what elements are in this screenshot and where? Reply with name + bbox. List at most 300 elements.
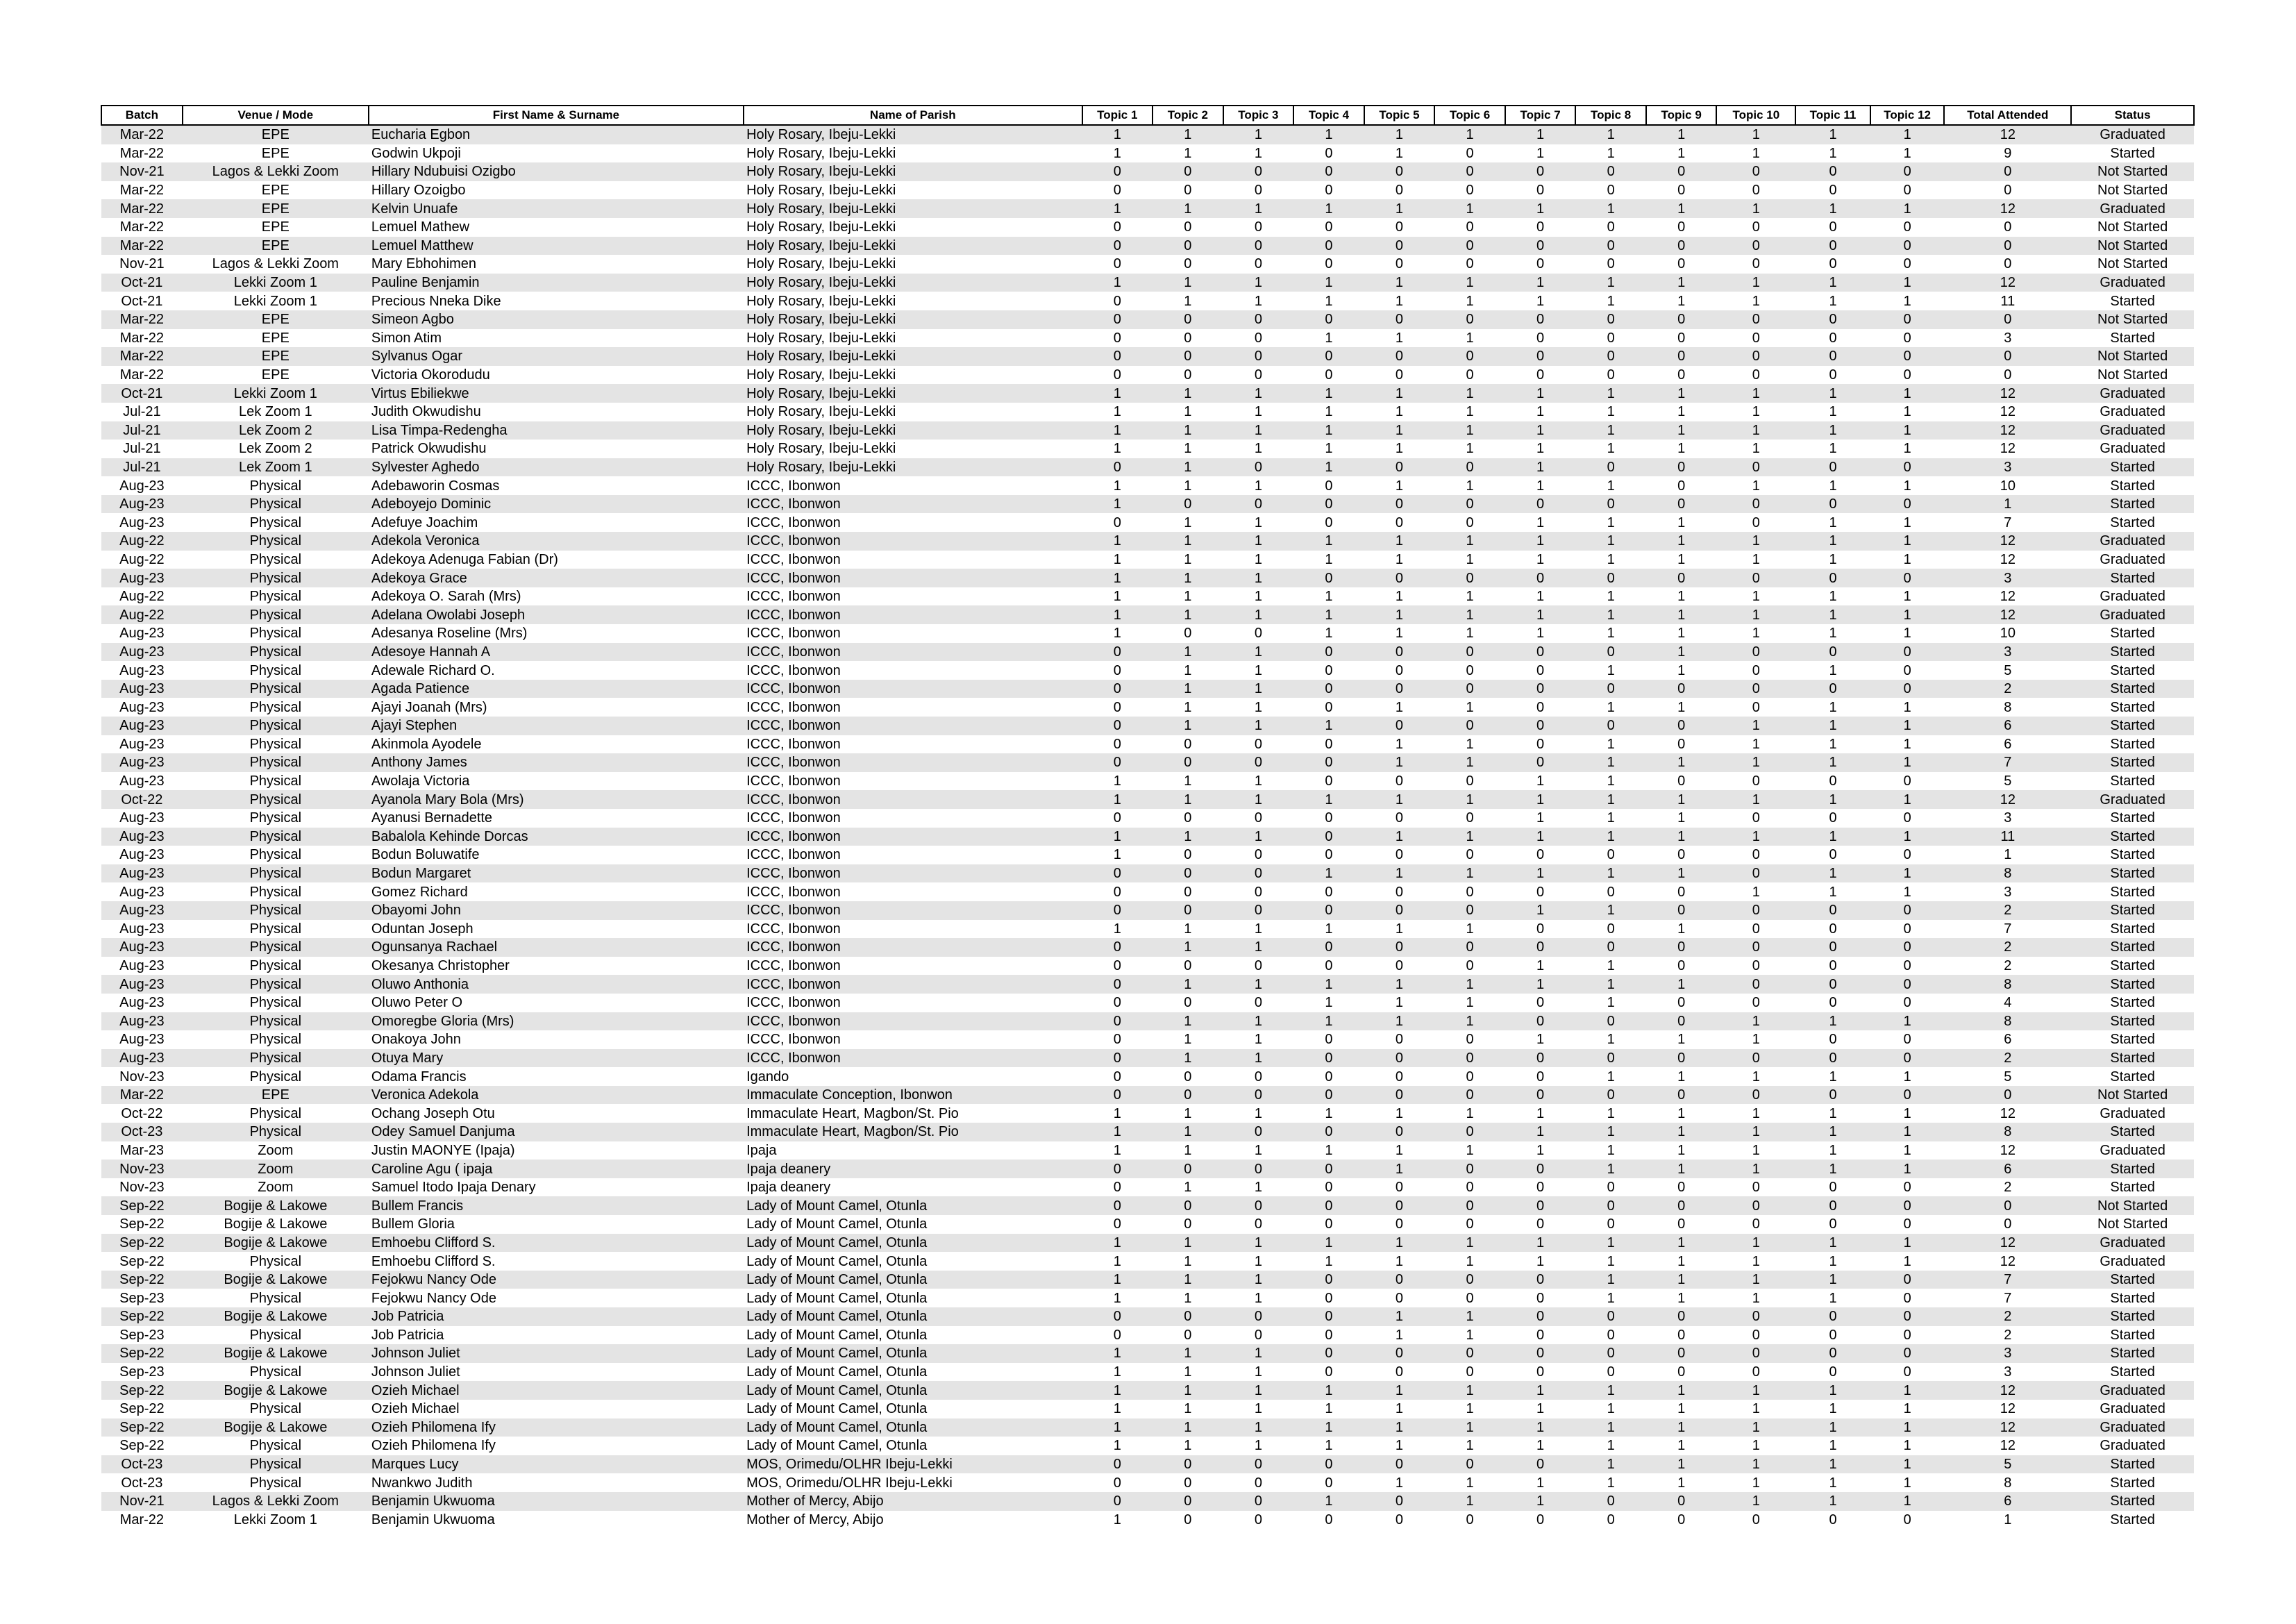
table-row	[101, 144, 2194, 163]
table-cell: 0	[1293, 162, 1364, 181]
table-cell: 0	[1944, 1196, 2071, 1215]
table-cell: Jul-21	[123, 441, 161, 457]
table-cell: 1	[1607, 810, 1615, 826]
table-cell: 0	[1646, 901, 1717, 920]
table-cell: 0	[1293, 1160, 1364, 1178]
table-row	[101, 1400, 2194, 1418]
table-cell: 1	[1223, 605, 1294, 624]
table-cell: 1	[1364, 274, 1435, 292]
table-cell: 0	[1293, 1344, 1364, 1363]
table-cell: 0	[1293, 1123, 1364, 1141]
table-cell: 1	[1395, 995, 1404, 1011]
table-cell: Physical	[249, 1253, 302, 1269]
table-cell: 0	[1293, 1455, 1364, 1474]
table-cell: 1	[1870, 274, 1945, 292]
table-cell: Started	[2071, 975, 2194, 994]
table-cell: 1	[1153, 828, 1223, 846]
table-cell: 0	[1184, 219, 1192, 235]
table-cell: 1	[1677, 1253, 1686, 1269]
table-cell: 1	[1752, 1069, 1760, 1085]
table-cell: 0	[1646, 569, 1717, 587]
table-cell: 0	[1716, 1307, 1795, 1326]
table-cell: Nov-23	[119, 1180, 165, 1196]
table-cell: Started	[2110, 847, 2155, 863]
table-cell: 0	[1153, 347, 1223, 366]
table-cell: EPE	[261, 183, 290, 199]
table-cell: 0	[1293, 643, 1364, 662]
table-cell: 0	[1870, 1049, 1945, 1068]
table-cell: Lisa Timpa-Redengha	[369, 421, 744, 440]
table-cell: 0	[1677, 847, 1686, 863]
table-cell: 0	[1153, 1196, 1223, 1215]
table-cell: 0	[1752, 1180, 1760, 1196]
table-cell: 1	[1536, 773, 1545, 789]
table-cell: ICCC, Ibonwon	[746, 773, 841, 789]
table-cell: 0	[1677, 1180, 1686, 1196]
table-cell: 1	[1677, 1401, 1686, 1417]
table-cell: 0	[1575, 310, 1646, 329]
table-cell: 0	[1082, 162, 1153, 181]
table-cell: Judith Okwudishu	[371, 404, 481, 420]
table-cell: 1	[1646, 643, 1717, 662]
table-row	[101, 569, 2194, 587]
table-cell: 1	[1575, 975, 1646, 994]
table-cell: Victoria Okorodudu	[371, 367, 490, 383]
table-cell: 1	[1364, 790, 1435, 809]
table-cell: Physical	[249, 662, 302, 678]
table-cell: 1	[1716, 605, 1795, 624]
table-cell: 0	[1293, 1049, 1364, 1068]
table-cell: Aug-23	[119, 1032, 165, 1048]
table-cell: 0	[1795, 569, 1870, 587]
table-cell: 1	[1677, 626, 1686, 642]
table-cell: 0	[1184, 330, 1192, 346]
table-cell: 1	[1870, 199, 1945, 218]
table-cell: 0	[1505, 1160, 1576, 1178]
table-cell: 1	[1646, 1418, 1717, 1437]
table-cell: 0	[1870, 310, 1945, 329]
table-cell: 0	[1752, 367, 1760, 383]
table-cell: 0	[1505, 162, 1576, 181]
table-cell: 0	[1082, 680, 1153, 698]
table-cell: 1	[1223, 790, 1294, 809]
table-cell: 1	[1870, 532, 1945, 551]
table-cell: Okesanya Christopher	[371, 958, 510, 974]
table-cell: ICCC, Ibonwon	[746, 699, 841, 715]
table-cell: Nov-23	[119, 1069, 165, 1085]
table-cell: 1	[1607, 1290, 1615, 1306]
table-cell: Aug-23	[101, 864, 183, 883]
table-cell: 6	[2004, 736, 2012, 752]
table-cell: 11	[2000, 293, 2016, 309]
table-cell: Holy Rosary, Ibeju-Lekki	[746, 183, 896, 199]
table-cell: Started	[2071, 1307, 2194, 1326]
table-cell: 0	[1829, 1216, 1837, 1232]
table-row	[101, 1141, 2194, 1160]
table-cell: 0	[1536, 219, 1545, 235]
table-cell: 1	[1870, 790, 1945, 809]
table-row	[101, 1049, 2194, 1068]
table-cell: 1	[1082, 1271, 1153, 1289]
table-cell: Aug-23	[119, 626, 165, 642]
table-cell: 1	[1677, 293, 1686, 309]
table-cell: 0	[1903, 1512, 1911, 1527]
table-row	[101, 181, 2194, 200]
table-cell: MOS, Orimedu/OLHR Ibeju-Lekki	[746, 1475, 953, 1491]
table-cell: 1	[1752, 404, 1760, 420]
table-cell: Holy Rosary, Ibeju-Lekki	[746, 145, 896, 161]
table-cell: 0	[1903, 773, 1911, 789]
table-cell: 1	[1795, 717, 1870, 735]
table-cell: 0	[1364, 458, 1435, 477]
table-cell: 0	[1829, 219, 1837, 235]
table-cell: 0	[1795, 901, 1870, 920]
table-cell: 1	[1870, 421, 1945, 440]
table-cell: Bogije & Lakowe	[224, 1216, 328, 1232]
table-cell: 0	[1364, 1049, 1435, 1068]
table-cell: 1	[1870, 1418, 1945, 1437]
table-cell: 1	[1505, 199, 1576, 218]
table-cell: 0	[1325, 478, 1333, 494]
table-cell: Oluwo Peter O	[371, 995, 463, 1011]
table-cell: 0	[1829, 847, 1837, 863]
table-cell: 0	[1082, 938, 1153, 957]
table-cell: 1	[1082, 790, 1153, 809]
table-cell: Ozieh Michael	[371, 1401, 460, 1417]
column-header: Topic 12	[1870, 106, 1945, 125]
table-cell: 0	[1184, 367, 1192, 383]
table-cell: Agada Patience	[369, 680, 744, 698]
table-cell: 1	[1113, 441, 1121, 457]
table-cell: Physical	[249, 1290, 302, 1306]
table-cell: 1	[1607, 404, 1615, 420]
table-cell: 0	[1505, 1271, 1576, 1289]
table-cell: 1	[1254, 293, 1262, 309]
table-cell: Sep-22	[119, 1253, 165, 1269]
table-cell: 1	[1716, 828, 1795, 846]
table-cell: Odey Samuel Danjuma	[369, 1123, 744, 1141]
table-cell: 0	[1434, 310, 1505, 329]
table-cell: Lagos & Lekki Zoom	[183, 162, 369, 181]
table-cell: 0	[1536, 256, 1545, 272]
table-cell: 1	[1607, 589, 1615, 605]
table-row	[101, 605, 2194, 624]
table-cell: 0	[1466, 1512, 1474, 1527]
table-cell: 1	[1716, 384, 1795, 403]
table-cell: Oct-22	[101, 790, 183, 809]
table-cell: 0	[1575, 717, 1646, 735]
table-cell: 0	[1395, 773, 1404, 789]
table-cell: 0	[1184, 995, 1192, 1011]
table-cell: 1	[1466, 1253, 1474, 1269]
table-row	[101, 975, 2194, 994]
table-cell: 0	[1575, 1012, 1646, 1031]
table-cell: Not Started	[2071, 347, 2194, 366]
table-cell: 0	[1395, 1032, 1404, 1048]
table-cell: 8	[1944, 1012, 2071, 1031]
table-cell: 0	[1082, 1086, 1153, 1105]
table-cell: 1	[1293, 199, 1364, 218]
table-cell: 0	[1677, 1512, 1686, 1527]
table-cell: Sep-22	[101, 1344, 183, 1363]
table-cell: 12	[1944, 1418, 2071, 1437]
table-cell: 0	[1716, 975, 1795, 994]
table-cell: 1	[1082, 532, 1153, 551]
table-cell: 0	[1223, 310, 1294, 329]
table-cell: 0	[1536, 699, 1545, 715]
table-cell: Aug-23	[101, 495, 183, 514]
table-cell: Graduated	[2100, 1142, 2165, 1158]
table-cell: 1	[1364, 864, 1435, 883]
table-cell: 1	[1364, 1234, 1435, 1253]
table-cell: Physical	[183, 1455, 369, 1474]
table-cell: 1	[1293, 1418, 1364, 1437]
table-cell: 1	[1113, 478, 1121, 494]
table-cell: 1	[1677, 662, 1686, 678]
table-cell: 1	[1646, 421, 1717, 440]
column-header: Topic 6	[1434, 106, 1505, 125]
table-cell: Mar-22	[101, 347, 183, 366]
table-cell: Started	[2071, 753, 2194, 772]
table-cell: 1	[1575, 1160, 1646, 1178]
table-cell: 0	[1677, 219, 1686, 235]
table-cell: 1	[1293, 458, 1364, 477]
table-row	[101, 828, 2194, 846]
table-cell: Emhoebu Clifford S.	[369, 1234, 744, 1253]
table-cell: 1	[1903, 551, 1911, 567]
table-row	[101, 237, 2194, 256]
table-cell: 1	[1870, 1123, 1945, 1141]
table-cell: 0	[1716, 569, 1795, 587]
column-header: Topic 4	[1293, 106, 1364, 125]
table-cell: 1	[1646, 1381, 1717, 1400]
table-cell: 0	[1646, 1344, 1717, 1363]
table-cell: 1	[1325, 921, 1333, 937]
table-cell: 1	[1434, 1307, 1505, 1326]
table-cell: Holy Rosary, Ibeju-Lekki	[744, 421, 1082, 440]
table-cell: 0	[2004, 1216, 2012, 1232]
table-cell: 0	[1434, 717, 1505, 735]
table-cell: 0	[1646, 1492, 1717, 1511]
table-cell: 1	[1223, 938, 1294, 957]
table-cell: 0	[1829, 183, 1837, 199]
table-cell: Bogije & Lakowe	[183, 1271, 369, 1289]
table-cell: Started	[2110, 773, 2155, 789]
table-cell: 0	[1395, 884, 1404, 900]
table-cell: 0	[1293, 347, 1364, 366]
table-cell: Adewale Richard O.	[371, 662, 495, 678]
table-cell: 1	[1829, 1069, 1837, 1085]
table-cell: 0	[1716, 458, 1795, 477]
table-cell: 0	[1944, 162, 2071, 181]
table-cell: 12	[1944, 384, 2071, 403]
table-cell: 12	[2000, 1142, 2016, 1158]
table-cell: 1	[1607, 1105, 1615, 1121]
table-cell: ICCC, Ibonwon	[744, 938, 1082, 957]
table-cell: 1	[1395, 551, 1404, 567]
table-cell: 0	[1575, 347, 1646, 366]
table-cell: 1	[1536, 1475, 1545, 1491]
table-cell: 1	[1223, 1381, 1294, 1400]
table-cell: 1	[1254, 1142, 1262, 1158]
table-cell: Graduated	[2071, 1418, 2194, 1437]
table-cell: Nwankwo Judith	[371, 1475, 473, 1491]
table-cell: Simeon Agbo	[369, 310, 744, 329]
table-cell: 0	[1113, 514, 1121, 530]
table-cell: 1	[1716, 125, 1795, 144]
table-cell: 1	[1716, 1492, 1795, 1511]
table-cell: 1	[1505, 605, 1576, 624]
table-cell: 0	[1536, 921, 1545, 937]
table-cell: 1	[1505, 864, 1576, 883]
table-cell: 1	[1254, 589, 1262, 605]
table-cell: Otuya Mary	[369, 1049, 744, 1068]
table-header	[101, 106, 2194, 125]
table-cell: 0	[1677, 256, 1686, 272]
table-cell: Aug-23	[101, 643, 183, 662]
table-cell: 0	[1434, 1344, 1505, 1363]
table-cell: 0	[1944, 347, 2071, 366]
table-cell: 0	[1153, 237, 1223, 256]
table-cell: 12	[1944, 274, 2071, 292]
table-cell: ICCC, Ibonwon	[746, 736, 841, 752]
table-cell: 1	[1795, 790, 1870, 809]
table-cell: 0	[1395, 810, 1404, 826]
table-cell: 1	[1752, 1032, 1760, 1048]
table-cell: 0	[1223, 458, 1294, 477]
table-cell: Lady of Mount Camel, Otunla	[746, 1253, 928, 1269]
table-cell: 3	[2004, 1364, 2012, 1380]
table-cell: 12	[1944, 199, 2071, 218]
table-cell: Holy Rosary, Ibeju-Lekki	[744, 199, 1082, 218]
table-cell: 1	[1646, 605, 1717, 624]
table-cell: 1	[1536, 1438, 1545, 1454]
table-cell: 0	[1752, 810, 1760, 826]
table-cell: 1	[1153, 384, 1223, 403]
table-cell: 0	[1607, 1364, 1615, 1380]
table-cell: 9	[2004, 145, 2012, 161]
table-cell: 1	[1395, 1253, 1404, 1269]
table-cell: 0	[1325, 1069, 1333, 1085]
table-cell: 1	[1153, 569, 1223, 587]
table-cell: 1	[1153, 717, 1223, 735]
table-cell: 1	[1536, 551, 1545, 567]
table-cell: 0	[1677, 958, 1686, 974]
table-cell: 0	[1716, 310, 1795, 329]
table-cell: 0	[1903, 810, 1911, 826]
table-cell: 1	[1752, 1142, 1760, 1158]
table-cell: 1	[1395, 1475, 1404, 1491]
table-cell: 1	[1829, 699, 1837, 715]
table-cell: 1	[1395, 1438, 1404, 1454]
table-row	[101, 1234, 2194, 1253]
table-cell: Physical	[249, 478, 302, 494]
table-cell: Zoom	[258, 1180, 294, 1196]
table-cell: 0	[1870, 495, 1945, 514]
table-cell: 0	[1113, 183, 1121, 199]
table-cell: 1	[1434, 1418, 1505, 1437]
table-cell: 1	[1395, 1327, 1404, 1343]
table-cell: ICCC, Ibonwon	[744, 495, 1082, 514]
table-cell: 0	[1254, 958, 1262, 974]
table-cell: 1	[1325, 330, 1333, 346]
table-cell: 1	[1364, 421, 1435, 440]
table-cell: 0	[1870, 680, 1945, 698]
table-cell: 0	[1505, 1049, 1576, 1068]
table-cell: Not Started	[2071, 1196, 2194, 1215]
table-cell: Physical	[183, 680, 369, 698]
table-cell: 1	[1677, 1290, 1686, 1306]
table-cell: 1	[1829, 1438, 1837, 1454]
table-cell: 0	[1536, 367, 1545, 383]
table-cell: 1	[1395, 404, 1404, 420]
table-cell: 1	[1184, 1253, 1192, 1269]
table-cell: 0	[1646, 938, 1717, 957]
table-cell: 0	[1395, 367, 1404, 383]
table-cell: 1	[1082, 1344, 1153, 1363]
table-cell: 1	[1082, 274, 1153, 292]
table-cell: 0	[1293, 828, 1364, 846]
table-cell: 12	[1944, 605, 2071, 624]
table-cell: 1	[1716, 1455, 1795, 1474]
table-cell: 0	[1364, 1455, 1435, 1474]
table-cell: 0	[1364, 643, 1435, 662]
table-cell: 1	[1254, 1180, 1262, 1196]
table-cell: 0	[1082, 901, 1153, 920]
table-cell: Started	[2110, 1327, 2155, 1343]
table-cell: Started	[2071, 1271, 2194, 1289]
table-cell: 1	[1223, 643, 1294, 662]
table-cell: 0	[1325, 1512, 1333, 1527]
table-cell: 1	[1184, 551, 1192, 567]
table-cell: 0	[1536, 1069, 1545, 1085]
table-cell: 1	[1082, 1381, 1153, 1400]
table-cell: 0	[1716, 1344, 1795, 1363]
table-cell: 1	[1903, 1253, 1911, 1269]
table-cell: 0	[1575, 1492, 1646, 1511]
table-cell: 1	[1082, 199, 1153, 218]
table-cell: 0	[1325, 699, 1333, 715]
table-cell: 0	[1113, 1180, 1121, 1196]
table-row	[101, 1215, 2194, 1234]
table-cell: 0	[1184, 1069, 1192, 1085]
table-cell: 0	[1716, 1049, 1795, 1068]
table-cell: 0	[1795, 1049, 1870, 1068]
table-cell: Adekoya O. Sarah (Mrs)	[371, 589, 521, 605]
table-cell: 1	[1082, 495, 1153, 514]
table-cell: 0	[1677, 995, 1686, 1011]
table-cell: Physical	[183, 1123, 369, 1141]
table-cell: ICCC, Ibonwon	[744, 1049, 1082, 1068]
table-cell: EPE	[261, 219, 290, 235]
table-cell: 1	[1113, 1253, 1121, 1269]
table-cell: Oct-21	[101, 384, 183, 403]
table-cell: 0	[1113, 662, 1121, 678]
table-cell: 1	[1646, 125, 1717, 144]
table-cell: 0	[1184, 847, 1192, 863]
table-cell: Virtus Ebiliekwe	[369, 384, 744, 403]
table-cell: 0	[1364, 938, 1435, 957]
table-cell: 1	[1677, 441, 1686, 457]
table-cell: Sep-22	[119, 1438, 165, 1454]
table-cell: 0	[1434, 1123, 1505, 1141]
table-cell: 1	[1607, 1253, 1615, 1269]
table-cell: 1	[1434, 199, 1505, 218]
table-cell: 1	[1903, 1438, 1911, 1454]
table-cell: Oduntan Joseph	[371, 921, 474, 937]
table-cell: 1	[1254, 1401, 1262, 1417]
table-cell: 0	[1223, 1160, 1294, 1178]
